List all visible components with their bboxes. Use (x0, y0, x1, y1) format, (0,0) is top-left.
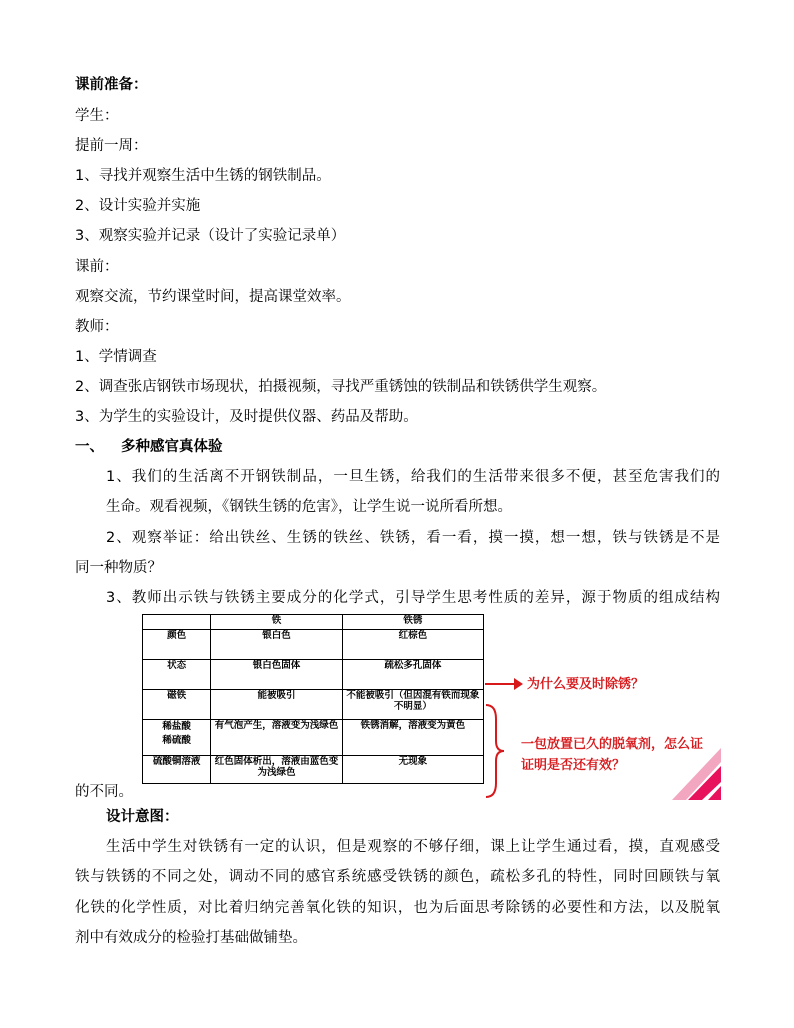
table-cell: 疏松多孔固体 (342, 660, 483, 690)
design-line-3: 化铁的化学性质，对比着归纳完善氧化铁的知识，也为后面思考除锈的必要性和方法，以及脱氧 (75, 900, 720, 916)
teacher-task-3: 3、为学生的实验设计，及时提供仪器、药品及帮助。 (75, 409, 418, 425)
table-cell: 无现象 (342, 756, 483, 784)
week-before-label: 提前一周： (75, 138, 148, 154)
deoxidizer-callout-line-2: 证明是否还有效？ (521, 758, 626, 773)
table-cell: 红棕色 (342, 630, 483, 660)
table-header-row (143, 615, 484, 630)
table-cell: 银白色 (211, 630, 342, 660)
teacher-label: 教师： (75, 319, 119, 335)
paragraph-1-line-1: 1、我们的生活离不开钢铁制品，一旦生锈，给我们的生活带来很多不便，甚至危害我们的 (106, 469, 720, 485)
table-cell: 不能被吸引（但因混有铁而现象不明显） (342, 690, 483, 720)
paragraph-3-line-1: 3、教师出示铁与铁锈主要成分的化学式，引导学生思考性质的差异，源于物质的组成结构 (106, 590, 720, 606)
why-remove-rust-callout: 为什么要及时除锈？ (527, 677, 645, 692)
table-cell: 磁铁 (143, 690, 211, 720)
table-cell: 银白色固体 (211, 660, 342, 690)
deoxidizer-callout-line-1: 一包放置已久的脱氧剂，怎么证 (521, 737, 704, 752)
table-cell: 硫酸铜溶液 (143, 756, 211, 784)
paragraph-2-line-2: 同一种物质？ (75, 560, 162, 576)
curly-brace-icon (484, 703, 508, 799)
paragraph-3-line-2: 的不同。 (75, 784, 133, 800)
design-line-2: 铁与铁锈的不同之处，调动不同的感官系统感受铁锈的颜色，疏松多孔的特性，同时回顾铁与氧 (75, 869, 720, 885)
table-cell: 能被吸引 (211, 690, 342, 720)
table-cell: 铁锈消解，溶液变为黄色 (342, 720, 483, 756)
decorative-stripes-icon (672, 748, 721, 800)
table-row (143, 690, 484, 720)
table-row (143, 630, 484, 660)
design-line-4: 剂中有效成分的检验打基础做铺垫。 (75, 930, 307, 946)
teacher-task-2: 2、调查张店钢铁市场现状，拍摄视频，寻找严重锈蚀的铁制品和铁锈供学生观察。 (75, 379, 607, 395)
section-number: 一、 (75, 439, 104, 455)
paragraph-1-line-2: 生命。观看视频，《钢铁生锈的危害》，让学生说一说所看所想。 (106, 499, 512, 515)
table-cell: 有气泡产生，溶液变为浅绿色 (211, 720, 342, 756)
comparison-table (142, 614, 484, 784)
student-task-2: 2、设计实验并实施 (75, 198, 201, 214)
table-header-cell: 铁锈 (342, 615, 483, 630)
before-class-text: 观察交流，节约课堂时间，提高课堂效率。 (75, 289, 351, 305)
before-class-label: 课前： (75, 259, 119, 275)
table-cell: 红色固体析出，溶液由蓝色变为浅绿色 (211, 756, 342, 784)
table-row (143, 756, 484, 784)
student-task-3: 3、观察实验并记录（设计了实验记录单） (75, 228, 346, 244)
table-row (143, 720, 484, 756)
table-cell: 状态 (143, 660, 211, 690)
design-line-1: 生活中学生对铁锈有一定的认识，但是观察的不够仔细，课上让学生通过看，摸，直观感受 (106, 839, 720, 855)
paragraph-2-line-1: 2、观察举证：给出铁丝、生锈的铁丝、铁锈，看一看，摸一摸，想一想，铁与铁锈是不是 (106, 530, 720, 546)
table-row (143, 660, 484, 690)
students-label: 学生： (75, 108, 119, 124)
red-arrow-icon (484, 674, 524, 694)
section-title: 多种感官真体验 (121, 439, 223, 455)
design-heading: 设计意图： (106, 809, 179, 825)
table-cell: 稀盐酸 稀硫酸 (143, 720, 211, 756)
student-task-1: 1、寻找并观察生活中生锈的钢铁制品。 (75, 168, 331, 184)
teacher-task-1: 1、学情调查 (75, 349, 157, 365)
table-cell: 颜色 (143, 630, 211, 660)
table-header-cell: 铁 (211, 615, 342, 630)
prep-heading: 课前准备： (75, 77, 148, 93)
table-header-cell (143, 615, 211, 630)
